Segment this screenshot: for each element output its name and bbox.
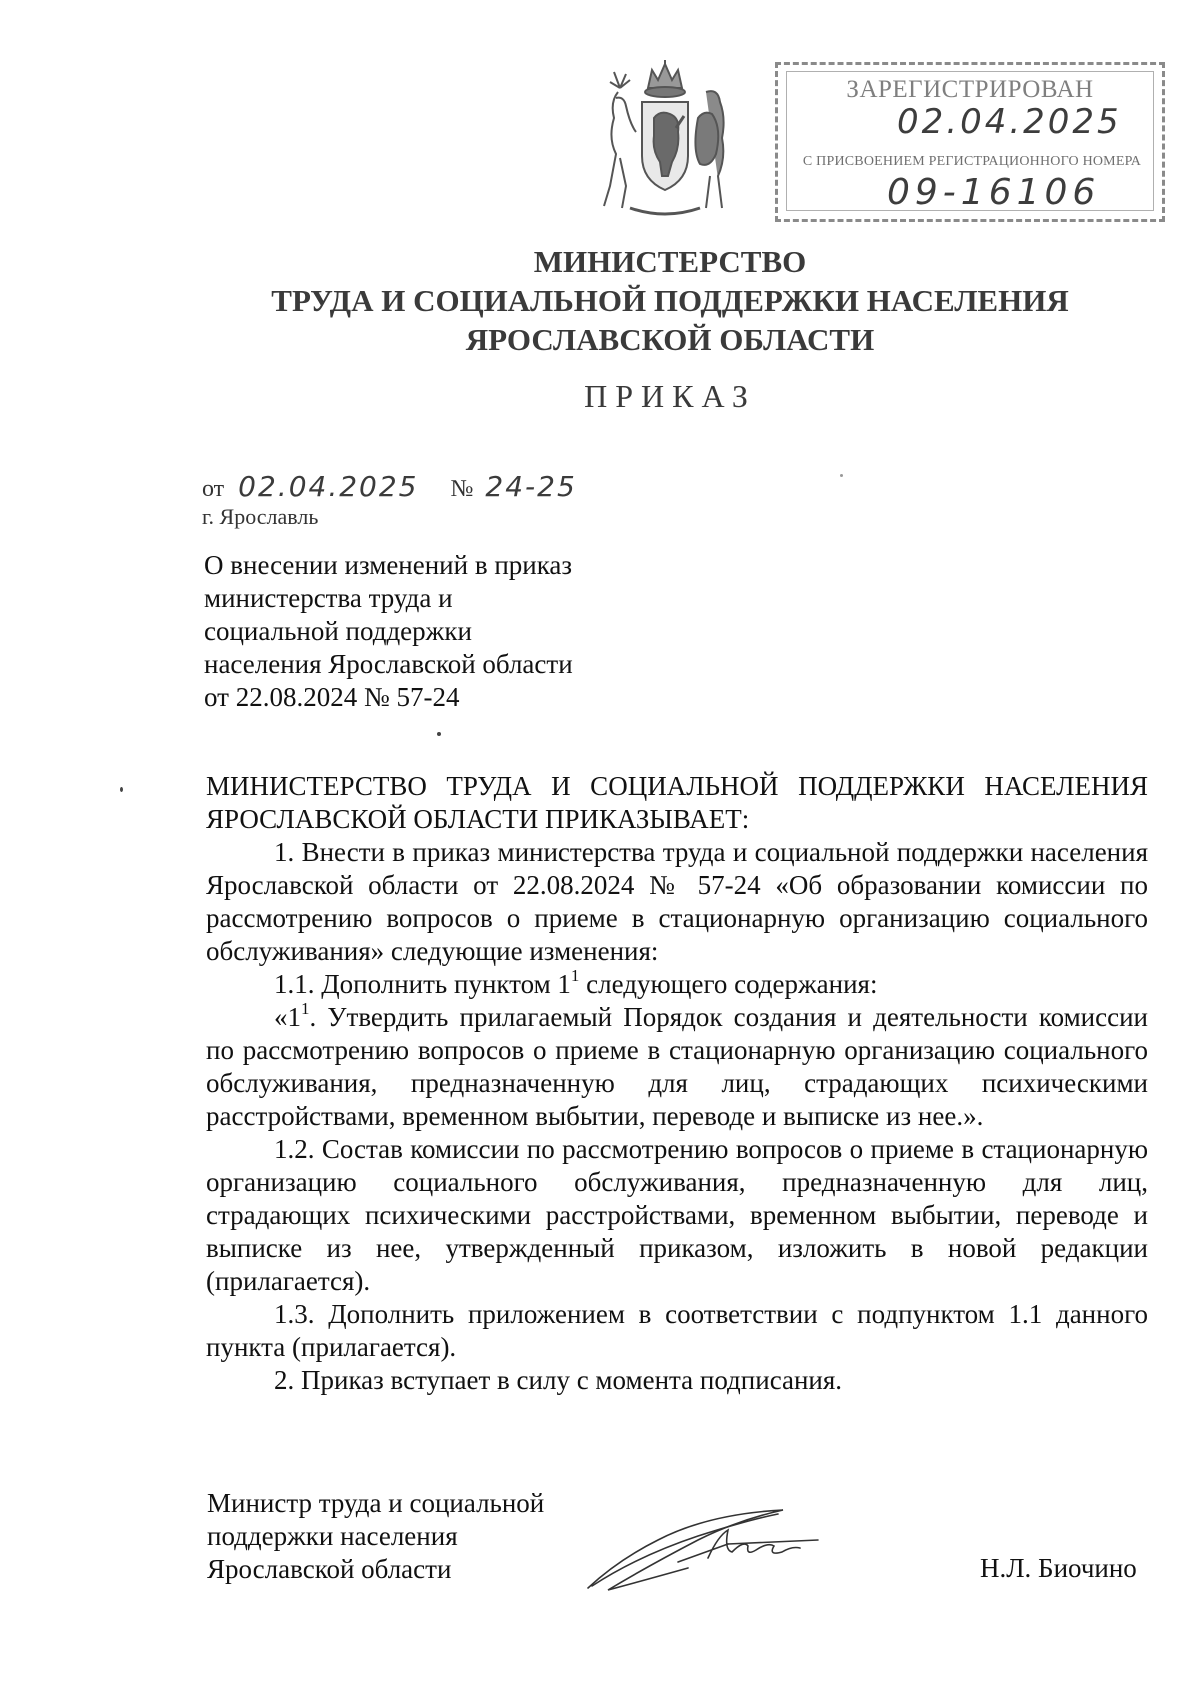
body-paragraph-1-3: 1.3. Дополнить приложением в соответствии с подпунктом 1.1 данного пункта (прилагается). xyxy=(206,1299,1148,1362)
stamp-title: ЗАРЕГИСТРИРОВАН xyxy=(846,76,1094,103)
scan-speck xyxy=(120,787,123,792)
body-paragraph-1-1 xyxy=(206,968,1148,1001)
stamp-registration-number: 09-16106 xyxy=(887,172,1101,213)
stamp-date: 02.04.2025 xyxy=(897,102,1122,142)
coat-of-arms-emblem xyxy=(590,58,740,218)
signer-position-line: Ярославской области xyxy=(207,1554,452,1584)
body-quoted-item xyxy=(206,1001,1148,1133)
number-label: № xyxy=(450,476,474,502)
ministry-header-line-3: ЯРОСЛАВСКОЙ ОБЛАСТИ xyxy=(465,322,875,357)
p11-text-before: 1.1. Дополнить пунктом 1 xyxy=(274,969,571,999)
order-number: 24-25 xyxy=(485,470,577,503)
body-paragraph-1-2: 1.2. Состав комиссии по рассмотрению вопросов о приеме в стационарную организацию социального обслуживания, предназначенную для лиц, страдающих психическими расстройствами, временном выбытии, переводе и выписке из нее, утвержденный приказом, изложить в новой редакции (прилагается). xyxy=(206,1134,1148,1296)
body-paragraph-2: 2. Приказ вступает в силу с момента подписания. xyxy=(274,1365,843,1395)
handwritten-signature xyxy=(578,1500,858,1600)
scan-speck xyxy=(437,732,441,736)
signer-position xyxy=(207,1487,544,1586)
subject-line: министерства труда и xyxy=(204,583,453,613)
ministry-header xyxy=(200,242,1140,359)
signer-name: Н.Л. Биочино xyxy=(980,1553,1137,1583)
p11-text-after: следующего содержания: xyxy=(579,969,878,999)
subject-line: от 22.08.2024 № 57-24 xyxy=(204,682,460,712)
city-label: г. Ярославль xyxy=(202,504,319,529)
signer-position-line: поддержки населения xyxy=(207,1521,458,1551)
subject-line: социальной поддержки xyxy=(204,616,472,646)
order-date-number-line xyxy=(202,470,577,503)
body-paragraph-1: 1. Внести в приказ министерства труда и социальной поддержки населения Ярославской области от 22.08.2024 № 57-24 «Об образовании комиссии по рассмотрению вопросов о приеме в стационарную организацию социального обслуживания» следующие изменения: xyxy=(206,837,1148,966)
order-body xyxy=(206,770,1148,1397)
from-label: от xyxy=(202,476,225,502)
quote-text: . Утвердить прилагаемый Порядок создания и деятельности комиссии по рассмотрению вопросов о приеме в стационарную организацию социального обслуживания, предназначенную для лиц, страдающих психическими расстройствами, временном выбытии, переводе и выписке из нее.». xyxy=(206,1002,1148,1131)
p11-superscript: 1 xyxy=(570,966,580,985)
subject-line: населения Ярославской области xyxy=(204,649,573,679)
document-type-title: ПРИКАЗ xyxy=(584,378,756,414)
ministry-header-line-2: ТРУДА И СОЦИАЛЬНОЙ ПОДДЕРЖКИ НАСЕЛЕНИЯ xyxy=(271,283,1069,318)
subject-line: О внесении изменений в приказ xyxy=(204,550,573,580)
stamp-subtitle: С ПРИСВОЕНИЕМ РЕГИСТРАЦИОННОГО НОМЕРА xyxy=(802,154,1142,169)
signer-position-line: Министр труда и социальной xyxy=(207,1488,545,1518)
body-preamble: МИНИСТЕРСТВО ТРУДА И СОЦИАЛЬНОЙ ПОДДЕРЖКИ НАСЕЛЕНИЯ ЯРОСЛАВСКОЙ ОБЛАСТИ ПРИКАЗЫВАЕТ: xyxy=(206,771,1148,834)
stamp-inner-frame xyxy=(786,71,1154,211)
registration-stamp xyxy=(775,62,1165,222)
order-subject xyxy=(204,549,573,714)
quote-open: «1 xyxy=(274,1002,301,1032)
order-date: 02.04.2025 xyxy=(238,470,419,503)
scan-speck xyxy=(840,474,843,477)
ministry-header-line-1: МИНИСТЕРСТВО xyxy=(533,244,807,279)
quote-superscript: 1 xyxy=(301,999,310,1018)
